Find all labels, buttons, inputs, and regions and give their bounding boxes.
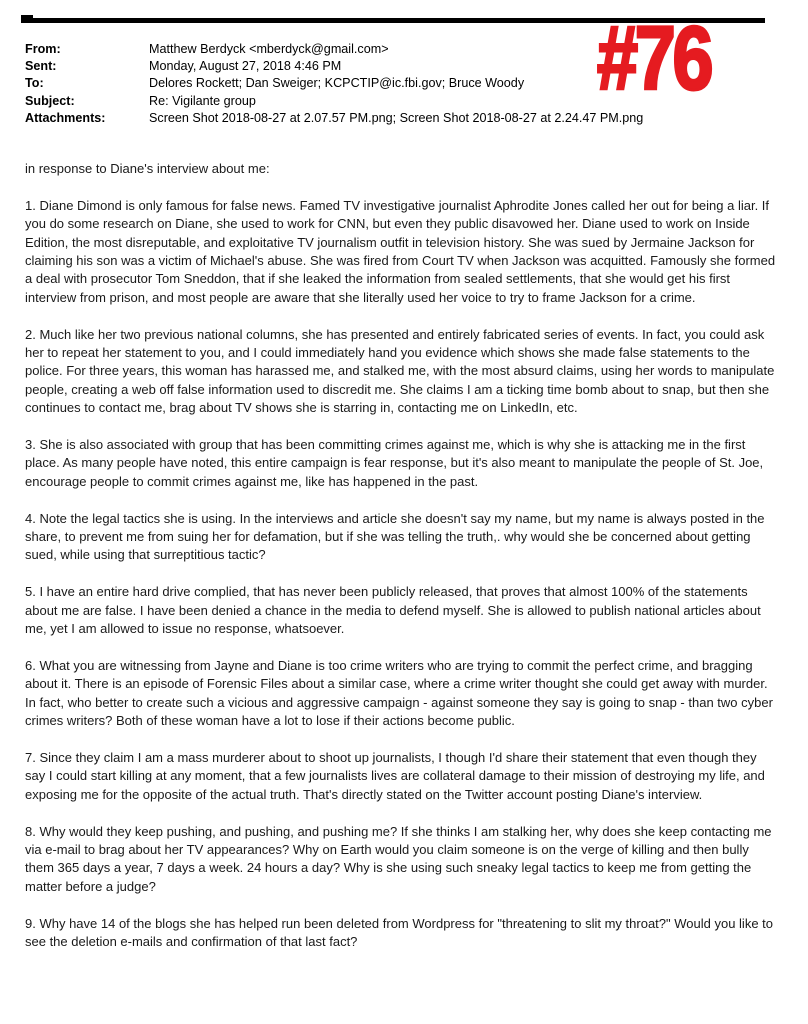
body-paragraph-6: 6. What you are witnessing from Jayne and Diane is too crime writers who are trying to commit the perfect crime, and bragging about it. There is an episode of Forensic Files about a similar case, where a crime writer thought she could get away with murder. In fact, who better to create such a vicious and aggressive campaign - against someone they say is going to snap - than two cyber crimes writers? Both of these woman have a lot to lose if their actions become public. [25, 657, 773, 729]
email-body [25, 160, 779, 970]
header-field-subject [25, 93, 645, 110]
attachments-label: Attachments: [25, 110, 106, 125]
body-paragraph-5: 5. I have an entire hard drive complied, that has never been publicly released, that proves that almost 100% of the statements about me are false. I have been denied a chance in the media to defend myself. She is allowed to publish national articles about me, yet I am allowed to issue no response, whatsoever. [25, 584, 761, 637]
subject-value: Re: Vigilante group [149, 93, 256, 108]
sent-label: Sent: [25, 59, 57, 74]
to-label: To: [25, 76, 44, 91]
header-field-attachments [25, 110, 645, 127]
header-field-sent [25, 58, 645, 75]
body-paragraph-7: 7. Since they claim I am a mass murderer about to shoot up journalists, I though I'd share their statement that even though they say I could start killing at any moment, that a few journalists lives are collateral damage to their mission of destroying my life, and exposing me for the opposite of the actual truth. That's directly stated on the Twitter account posting Diane's interview. [25, 749, 765, 802]
case-number-stamp: #76 [597, 9, 711, 109]
header-field-from [25, 41, 645, 58]
sent-value: Monday, August 27, 2018 4:46 PM [149, 59, 342, 74]
body-paragraph-9: 9. Why have 14 of the blogs she has helped run been deleted from Wordpress for "threatening to slit my throat?" Would you like to see the deletion e-mails and confirmation of that last fact? [25, 915, 774, 949]
body-paragraph-1: 1. Diane Dimond is only famous for false news. Famed TV investigative journalist Aphrodite Jones called her out for being a liar. If you do some research on Diane, she used to work for CNN, but even they public disavowed her. Diane used to work on Inside Edition, the most disreputable, and exploitative TV journalism outfit in television history. She was sued by Jermaine Jackson for claiming his son was a victim of Michael's abuse. She was fired from Court TV when Jackson was acquitted. Famously she formed a deal with prosecutor Tom Sneddon, that if she leaked the information from sealed settlements, that she would get his first interview from prison, and most people are aware that she literally used her voice to try to frame Jackson for a crime. [25, 197, 776, 305]
subject-label: Subject: [25, 93, 75, 108]
body-paragraph-4: 4. Note the legal tactics she is using. In the interviews and article she doesn't say my name, but my name is always posted in the share, to prevent me from suing her for defamation, but if she was telling the truth,. why would she be concerned about getting sued, while using that surreptitious tactic? [25, 510, 765, 563]
body-paragraph-2: 2. Much like her two previous national columns, she has presented and entirely fabricated series of events. In fact, you could ask her to repeat her statement to you, and I could immediately hand you evidence which shows she made false statements to the police. For three years, this woman has harassed me, and stalked me, with the most absurd claims, using her words to manipulate people, creating a web off false information used to discredit me. She claims I am a ticking time bomb about to snap, but then she continues to contact me, brag about TV shows she is starring in, contacting me on LinkedIn, etc. [25, 326, 775, 416]
body-paragraph-intro: in response to Diane's interview about me: [25, 161, 270, 176]
to-value: Delores Rockett; Dan Sweiger; KCPCTIP@ic.fbi.gov; Bruce Woody [149, 76, 525, 91]
from-label: From: [25, 42, 61, 56]
header-field-to [25, 75, 645, 92]
attachments-value: Screen Shot 2018-08-27 at 2.07.57 PM.png; Screen Shot 2018-08-27 at 2.24.47 PM.png [149, 110, 644, 125]
email-header [25, 41, 645, 127]
body-paragraph-8: 8. Why would they keep pushing, and pushing, and pushing me? If she thinks I am stalking her, why does she keep contacting me via e-mail to brag about her TV appearances? Why on Earth would you claim someone is on the verge of killing and then bully them 365 days a year, 7 days a week. 24 hours a day? Why is she using such sneaky legal tactics to keep me from getting the matter before a judge? [25, 823, 772, 894]
body-paragraph-3: 3. She is also associated with group that has been committing crimes against me, which is why she is attacking me in the first place. As many people have noted, this entire campaign is fear response, but it's also meant to manipulate the people of St. Joe, encourage people to commit crimes against me, like has happened in the past. [25, 437, 764, 489]
from-value: Matthew Berdyck <mberdyck@gmail.com> [149, 42, 389, 56]
